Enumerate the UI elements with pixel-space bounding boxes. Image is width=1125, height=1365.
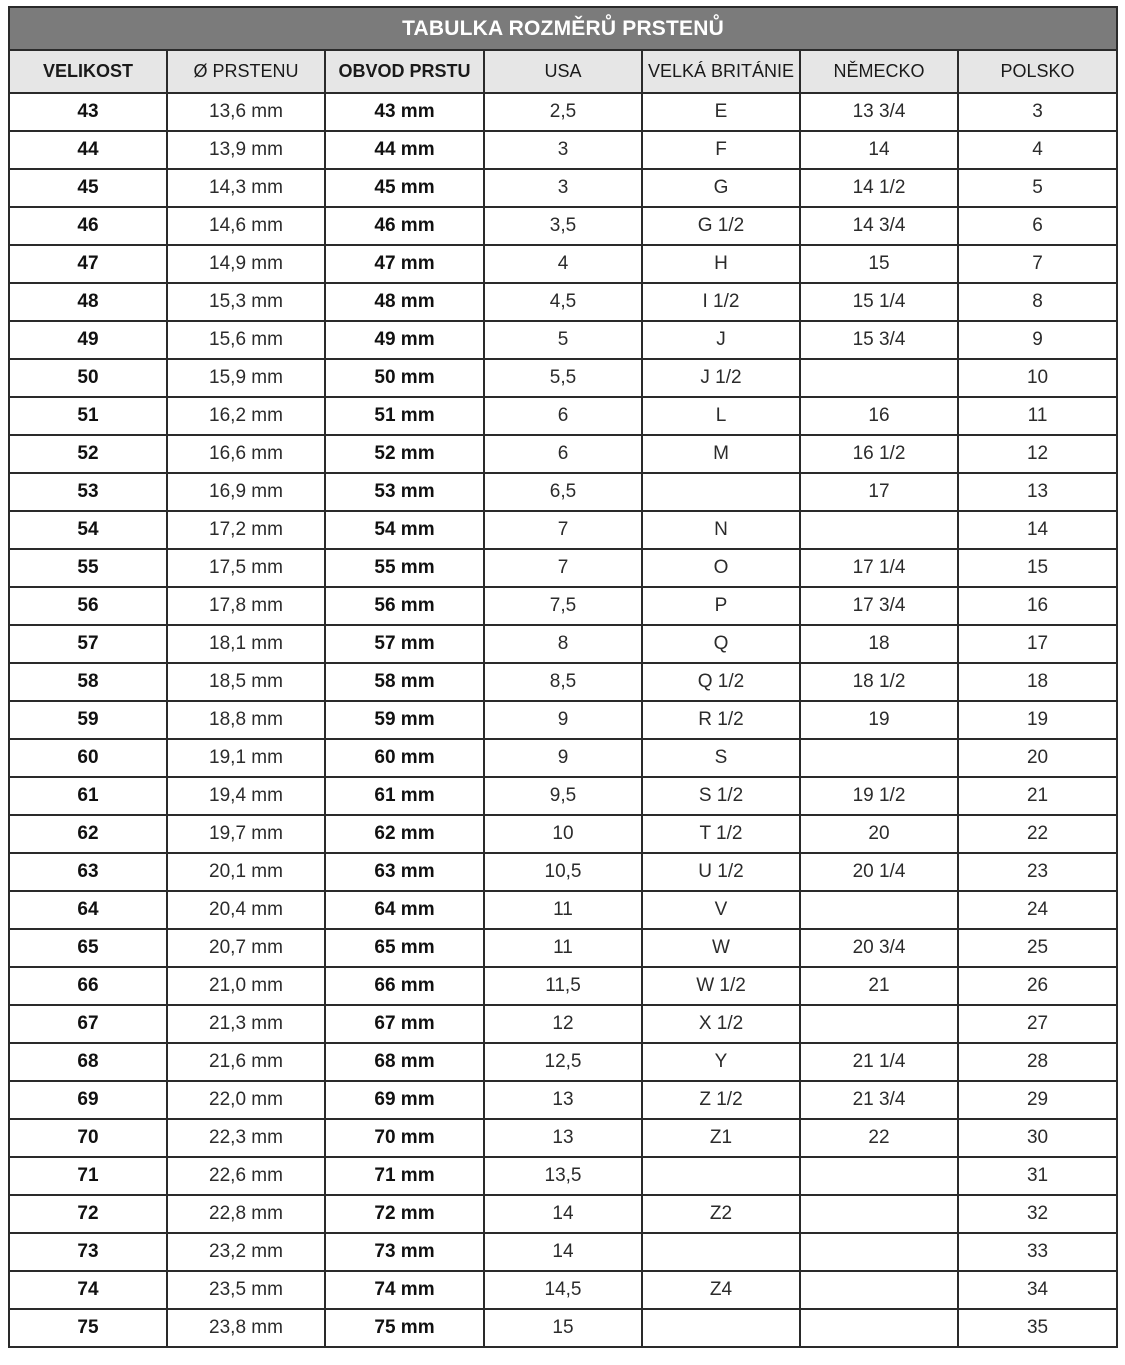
germany-size-cell [800, 1271, 958, 1309]
diameter-cell: 21,6 mm [167, 1043, 325, 1081]
circumference-cell: 68 mm [325, 1043, 484, 1081]
usa-size-cell: 3 [484, 169, 642, 207]
germany-size-cell: 22 [800, 1119, 958, 1157]
germany-size-cell: 16 1/2 [800, 435, 958, 473]
table-row [9, 511, 1117, 549]
germany-size-cell: 15 1/4 [800, 283, 958, 321]
diameter-cell: 22,0 mm [167, 1081, 325, 1119]
poland-size-cell: 32 [958, 1195, 1117, 1233]
table-row [9, 131, 1117, 169]
germany-size-cell: 14 3/4 [800, 207, 958, 245]
circumference-cell: 75 mm [325, 1309, 484, 1347]
uk-size-cell [642, 1233, 800, 1271]
usa-size-cell: 13,5 [484, 1157, 642, 1195]
uk-size-cell: W 1/2 [642, 967, 800, 1005]
poland-size-cell: 16 [958, 587, 1117, 625]
table-row [9, 815, 1117, 853]
germany-size-cell: 19 [800, 701, 958, 739]
poland-size-cell: 13 [958, 473, 1117, 511]
diameter-cell: 13,6 mm [167, 93, 325, 131]
germany-size-cell [800, 1233, 958, 1271]
size-cell: 52 [9, 435, 167, 473]
size-cell: 67 [9, 1005, 167, 1043]
table-row [9, 701, 1117, 739]
germany-size-cell: 20 3/4 [800, 929, 958, 967]
size-cell: 47 [9, 245, 167, 283]
circumference-cell: 62 mm [325, 815, 484, 853]
table-row [9, 891, 1117, 929]
column-header-velikost: VELIKOST [9, 50, 167, 93]
size-cell: 65 [9, 929, 167, 967]
size-cell: 60 [9, 739, 167, 777]
poland-size-cell: 25 [958, 929, 1117, 967]
poland-size-cell: 29 [958, 1081, 1117, 1119]
diameter-cell: 16,6 mm [167, 435, 325, 473]
germany-size-cell [800, 1005, 958, 1043]
table-row [9, 169, 1117, 207]
ring-size-table [8, 6, 1118, 1348]
circumference-cell: 66 mm [325, 967, 484, 1005]
usa-size-cell: 12 [484, 1005, 642, 1043]
circumference-cell: 52 mm [325, 435, 484, 473]
size-cell: 48 [9, 283, 167, 321]
uk-size-cell: Y [642, 1043, 800, 1081]
table-row [9, 359, 1117, 397]
uk-size-cell: G [642, 169, 800, 207]
size-cell: 54 [9, 511, 167, 549]
uk-size-cell: T 1/2 [642, 815, 800, 853]
usa-size-cell: 14 [484, 1233, 642, 1271]
diameter-cell: 23,2 mm [167, 1233, 325, 1271]
uk-size-cell: V [642, 891, 800, 929]
germany-size-cell: 15 [800, 245, 958, 283]
size-cell: 71 [9, 1157, 167, 1195]
table-row [9, 245, 1117, 283]
diameter-cell: 17,5 mm [167, 549, 325, 587]
diameter-cell: 21,3 mm [167, 1005, 325, 1043]
usa-size-cell: 8,5 [484, 663, 642, 701]
circumference-cell: 65 mm [325, 929, 484, 967]
size-cell: 75 [9, 1309, 167, 1347]
size-cell: 70 [9, 1119, 167, 1157]
uk-size-cell: Z4 [642, 1271, 800, 1309]
uk-size-cell: M [642, 435, 800, 473]
table-body [9, 93, 1117, 1347]
usa-size-cell: 5,5 [484, 359, 642, 397]
usa-size-cell: 10,5 [484, 853, 642, 891]
size-cell: 49 [9, 321, 167, 359]
uk-size-cell: F [642, 131, 800, 169]
diameter-cell: 15,3 mm [167, 283, 325, 321]
diameter-cell: 14,6 mm [167, 207, 325, 245]
germany-size-cell: 19 1/2 [800, 777, 958, 815]
circumference-cell: 48 mm [325, 283, 484, 321]
poland-size-cell: 21 [958, 777, 1117, 815]
circumference-cell: 73 mm [325, 1233, 484, 1271]
poland-size-cell: 17 [958, 625, 1117, 663]
size-cell: 53 [9, 473, 167, 511]
circumference-cell: 72 mm [325, 1195, 484, 1233]
diameter-cell: 17,8 mm [167, 587, 325, 625]
uk-size-cell: E [642, 93, 800, 131]
uk-size-cell: J [642, 321, 800, 359]
poland-size-cell: 5 [958, 169, 1117, 207]
usa-size-cell: 2,5 [484, 93, 642, 131]
table-row [9, 207, 1117, 245]
table-row [9, 1119, 1117, 1157]
diameter-cell: 21,0 mm [167, 967, 325, 1005]
poland-size-cell: 11 [958, 397, 1117, 435]
uk-size-cell [642, 1157, 800, 1195]
diameter-cell: 13,9 mm [167, 131, 325, 169]
size-cell: 59 [9, 701, 167, 739]
column-header-usa: USA [484, 50, 642, 93]
circumference-cell: 71 mm [325, 1157, 484, 1195]
size-cell: 73 [9, 1233, 167, 1271]
size-cell: 62 [9, 815, 167, 853]
size-cell: 69 [9, 1081, 167, 1119]
circumference-cell: 59 mm [325, 701, 484, 739]
table-row [9, 1157, 1117, 1195]
diameter-cell: 15,9 mm [167, 359, 325, 397]
germany-size-cell: 17 3/4 [800, 587, 958, 625]
table-row [9, 1005, 1117, 1043]
poland-size-cell: 7 [958, 245, 1117, 283]
table-title: TABULKA ROZMĚRŮ PRSTENŮ [9, 7, 1117, 50]
usa-size-cell: 7,5 [484, 587, 642, 625]
size-cell: 45 [9, 169, 167, 207]
usa-size-cell: 13 [484, 1119, 642, 1157]
uk-size-cell: L [642, 397, 800, 435]
table-row [9, 625, 1117, 663]
size-cell: 57 [9, 625, 167, 663]
germany-size-cell: 21 [800, 967, 958, 1005]
table-row [9, 587, 1117, 625]
circumference-cell: 60 mm [325, 739, 484, 777]
size-cell: 66 [9, 967, 167, 1005]
table-row [9, 853, 1117, 891]
circumference-cell: 61 mm [325, 777, 484, 815]
uk-size-cell: S [642, 739, 800, 777]
table-row [9, 1043, 1117, 1081]
poland-size-cell: 26 [958, 967, 1117, 1005]
circumference-cell: 63 mm [325, 853, 484, 891]
usa-size-cell: 11 [484, 891, 642, 929]
diameter-cell: 23,8 mm [167, 1309, 325, 1347]
germany-size-cell: 18 [800, 625, 958, 663]
usa-size-cell: 9 [484, 739, 642, 777]
circumference-cell: 54 mm [325, 511, 484, 549]
diameter-cell: 14,9 mm [167, 245, 325, 283]
usa-size-cell: 9,5 [484, 777, 642, 815]
germany-size-cell: 14 1/2 [800, 169, 958, 207]
poland-size-cell: 23 [958, 853, 1117, 891]
circumference-cell: 67 mm [325, 1005, 484, 1043]
column-header-diameter: Ø PRSTENU [167, 50, 325, 93]
table-row [9, 777, 1117, 815]
size-cell: 51 [9, 397, 167, 435]
poland-size-cell: 22 [958, 815, 1117, 853]
poland-size-cell: 15 [958, 549, 1117, 587]
usa-size-cell: 3,5 [484, 207, 642, 245]
column-header-circumference: OBVOD PRSTU [325, 50, 484, 93]
size-cell: 63 [9, 853, 167, 891]
circumference-cell: 56 mm [325, 587, 484, 625]
uk-size-cell: X 1/2 [642, 1005, 800, 1043]
uk-size-cell: Q [642, 625, 800, 663]
size-cell: 72 [9, 1195, 167, 1233]
circumference-cell: 53 mm [325, 473, 484, 511]
germany-size-cell: 17 1/4 [800, 549, 958, 587]
poland-size-cell: 33 [958, 1233, 1117, 1271]
uk-size-cell [642, 1309, 800, 1347]
germany-size-cell [800, 891, 958, 929]
circumference-cell: 64 mm [325, 891, 484, 929]
uk-size-cell: Z2 [642, 1195, 800, 1233]
uk-size-cell: W [642, 929, 800, 967]
ring-size-chart [8, 6, 1116, 1348]
column-header-germany: NĚMECKO [800, 50, 958, 93]
circumference-cell: 58 mm [325, 663, 484, 701]
circumference-cell: 49 mm [325, 321, 484, 359]
circumference-cell: 55 mm [325, 549, 484, 587]
size-cell: 58 [9, 663, 167, 701]
germany-size-cell: 17 [800, 473, 958, 511]
usa-size-cell: 15 [484, 1309, 642, 1347]
table-row [9, 739, 1117, 777]
germany-size-cell: 13 3/4 [800, 93, 958, 131]
poland-size-cell: 27 [958, 1005, 1117, 1043]
table-row [9, 1195, 1117, 1233]
diameter-cell: 18,5 mm [167, 663, 325, 701]
germany-size-cell [800, 1195, 958, 1233]
size-cell: 68 [9, 1043, 167, 1081]
diameter-cell: 20,1 mm [167, 853, 325, 891]
table-row [9, 663, 1117, 701]
size-cell: 64 [9, 891, 167, 929]
germany-size-cell [800, 1309, 958, 1347]
uk-size-cell: U 1/2 [642, 853, 800, 891]
diameter-cell: 15,6 mm [167, 321, 325, 359]
diameter-cell: 22,8 mm [167, 1195, 325, 1233]
diameter-cell: 16,9 mm [167, 473, 325, 511]
usa-size-cell: 7 [484, 549, 642, 587]
table-row [9, 967, 1117, 1005]
germany-size-cell: 14 [800, 131, 958, 169]
column-header-poland: POLSKO [958, 50, 1117, 93]
germany-size-cell [800, 359, 958, 397]
usa-size-cell: 14,5 [484, 1271, 642, 1309]
uk-size-cell: H [642, 245, 800, 283]
circumference-cell: 46 mm [325, 207, 484, 245]
size-cell: 44 [9, 131, 167, 169]
usa-size-cell: 11 [484, 929, 642, 967]
size-cell: 61 [9, 777, 167, 815]
table-row [9, 1271, 1117, 1309]
diameter-cell: 20,4 mm [167, 891, 325, 929]
table-row [9, 473, 1117, 511]
table-row [9, 435, 1117, 473]
poland-size-cell: 20 [958, 739, 1117, 777]
poland-size-cell: 31 [958, 1157, 1117, 1195]
size-cell: 55 [9, 549, 167, 587]
poland-size-cell: 19 [958, 701, 1117, 739]
diameter-cell: 23,5 mm [167, 1271, 325, 1309]
germany-size-cell: 20 [800, 815, 958, 853]
uk-size-cell: G 1/2 [642, 207, 800, 245]
size-cell: 50 [9, 359, 167, 397]
germany-size-cell: 21 1/4 [800, 1043, 958, 1081]
usa-size-cell: 5 [484, 321, 642, 359]
poland-size-cell: 24 [958, 891, 1117, 929]
usa-size-cell: 6 [484, 435, 642, 473]
table-row [9, 1233, 1117, 1271]
diameter-cell: 19,4 mm [167, 777, 325, 815]
column-header-uk: VELKÁ BRITÁNIE [642, 50, 800, 93]
diameter-cell: 17,2 mm [167, 511, 325, 549]
uk-size-cell: I 1/2 [642, 283, 800, 321]
diameter-cell: 14,3 mm [167, 169, 325, 207]
table-row [9, 1309, 1117, 1347]
poland-size-cell: 8 [958, 283, 1117, 321]
usa-size-cell: 6 [484, 397, 642, 435]
size-cell: 46 [9, 207, 167, 245]
circumference-cell: 43 mm [325, 93, 484, 131]
uk-size-cell: Q 1/2 [642, 663, 800, 701]
table-row [9, 93, 1117, 131]
usa-size-cell: 4,5 [484, 283, 642, 321]
diameter-cell: 18,1 mm [167, 625, 325, 663]
usa-size-cell: 6,5 [484, 473, 642, 511]
table-row [9, 321, 1117, 359]
diameter-cell: 19,1 mm [167, 739, 325, 777]
circumference-cell: 74 mm [325, 1271, 484, 1309]
table-row [9, 397, 1117, 435]
circumference-cell: 70 mm [325, 1119, 484, 1157]
uk-size-cell: Z1 [642, 1119, 800, 1157]
germany-size-cell [800, 739, 958, 777]
uk-size-cell: Z 1/2 [642, 1081, 800, 1119]
usa-size-cell: 13 [484, 1081, 642, 1119]
circumference-cell: 45 mm [325, 169, 484, 207]
poland-size-cell: 12 [958, 435, 1117, 473]
usa-size-cell: 9 [484, 701, 642, 739]
germany-size-cell: 15 3/4 [800, 321, 958, 359]
poland-size-cell: 4 [958, 131, 1117, 169]
poland-size-cell: 10 [958, 359, 1117, 397]
uk-size-cell: O [642, 549, 800, 587]
circumference-cell: 51 mm [325, 397, 484, 435]
usa-size-cell: 4 [484, 245, 642, 283]
usa-size-cell: 11,5 [484, 967, 642, 1005]
uk-size-cell: R 1/2 [642, 701, 800, 739]
poland-size-cell: 35 [958, 1309, 1117, 1347]
germany-size-cell [800, 511, 958, 549]
diameter-cell: 19,7 mm [167, 815, 325, 853]
germany-size-cell: 18 1/2 [800, 663, 958, 701]
usa-size-cell: 14 [484, 1195, 642, 1233]
circumference-cell: 57 mm [325, 625, 484, 663]
uk-size-cell: N [642, 511, 800, 549]
poland-size-cell: 28 [958, 1043, 1117, 1081]
usa-size-cell: 8 [484, 625, 642, 663]
poland-size-cell: 18 [958, 663, 1117, 701]
circumference-cell: 69 mm [325, 1081, 484, 1119]
uk-size-cell [642, 473, 800, 511]
diameter-cell: 20,7 mm [167, 929, 325, 967]
usa-size-cell: 3 [484, 131, 642, 169]
size-cell: 43 [9, 93, 167, 131]
poland-size-cell: 6 [958, 207, 1117, 245]
circumference-cell: 50 mm [325, 359, 484, 397]
poland-size-cell: 14 [958, 511, 1117, 549]
table-row [9, 1081, 1117, 1119]
germany-size-cell: 16 [800, 397, 958, 435]
diameter-cell: 22,6 mm [167, 1157, 325, 1195]
size-cell: 74 [9, 1271, 167, 1309]
poland-size-cell: 3 [958, 93, 1117, 131]
germany-size-cell [800, 1157, 958, 1195]
usa-size-cell: 10 [484, 815, 642, 853]
diameter-cell: 18,8 mm [167, 701, 325, 739]
diameter-cell: 22,3 mm [167, 1119, 325, 1157]
usa-size-cell: 7 [484, 511, 642, 549]
uk-size-cell: S 1/2 [642, 777, 800, 815]
table-row [9, 283, 1117, 321]
table-row [9, 929, 1117, 967]
diameter-cell: 16,2 mm [167, 397, 325, 435]
circumference-cell: 47 mm [325, 245, 484, 283]
table-row [9, 549, 1117, 587]
germany-size-cell: 20 1/4 [800, 853, 958, 891]
uk-size-cell: P [642, 587, 800, 625]
poland-size-cell: 9 [958, 321, 1117, 359]
germany-size-cell: 21 3/4 [800, 1081, 958, 1119]
uk-size-cell: J 1/2 [642, 359, 800, 397]
size-cell: 56 [9, 587, 167, 625]
poland-size-cell: 34 [958, 1271, 1117, 1309]
poland-size-cell: 30 [958, 1119, 1117, 1157]
circumference-cell: 44 mm [325, 131, 484, 169]
usa-size-cell: 12,5 [484, 1043, 642, 1081]
